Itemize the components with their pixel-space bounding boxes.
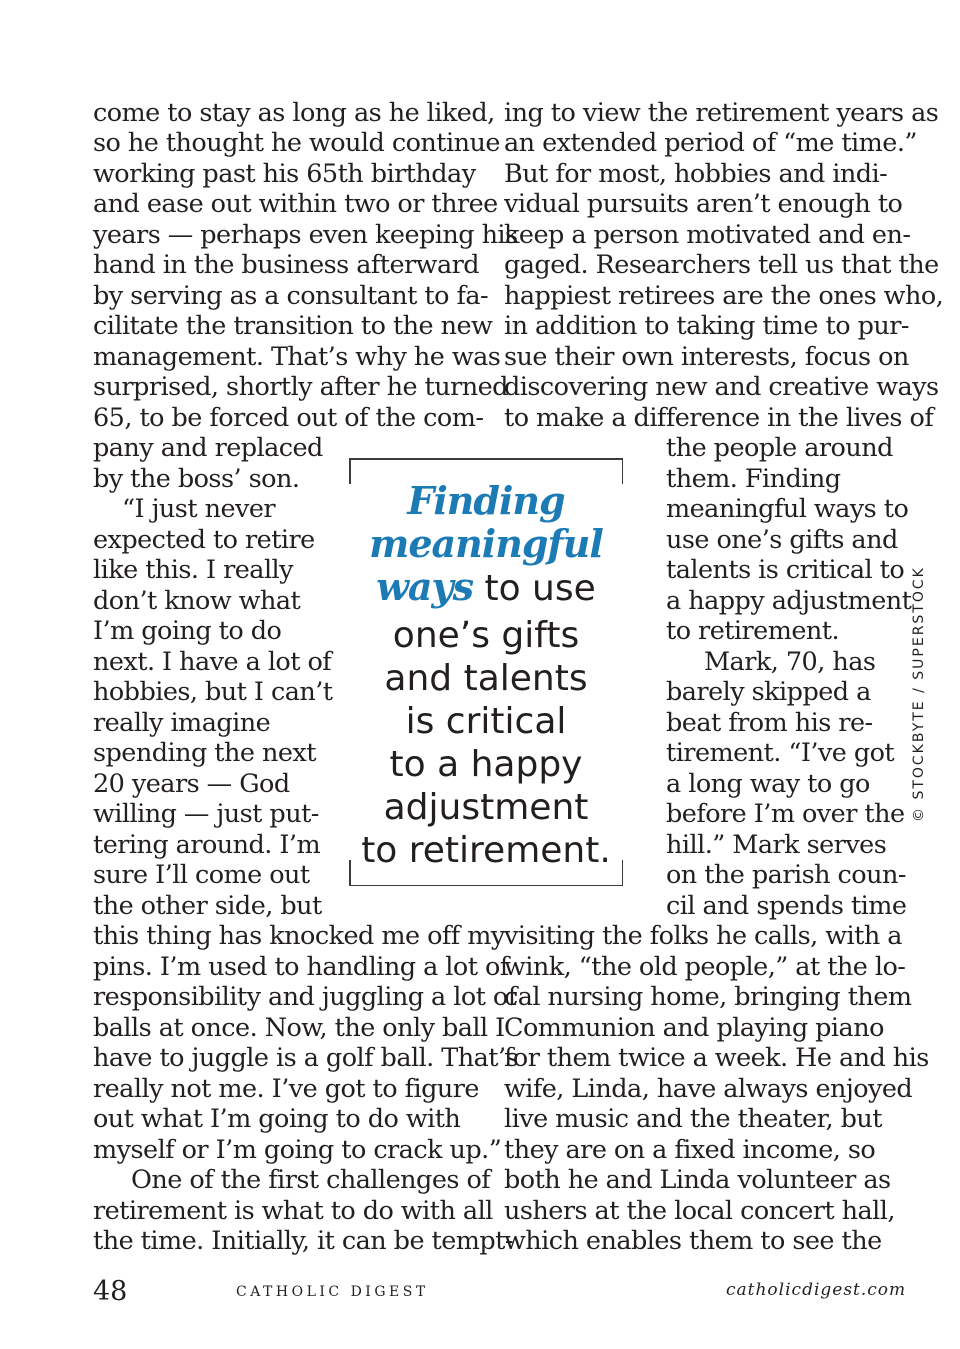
body-text-line: which enables them to see the: [504, 1226, 882, 1256]
body-text-line: balls at once. Now, the only ball I: [93, 1013, 505, 1043]
body-text-line: Communion and playing piano: [504, 1013, 884, 1043]
body-text-line: years — perhaps even keeping his: [93, 220, 518, 250]
body-text-line: spending the next: [93, 738, 316, 768]
pull-quote-emphasis: meaningful: [369, 521, 603, 566]
body-text-line: have to juggle is a golf ball. That’s: [93, 1043, 519, 1073]
frame-bottom-rule: [349, 885, 623, 887]
pull-quote-emphasis: Finding: [407, 478, 565, 523]
body-text-line: hand in the business afterward: [93, 250, 480, 280]
body-text-line: use one’s gifts and: [666, 525, 898, 555]
body-text-line: tering around. I’m: [93, 830, 321, 860]
body-text-line: to retirement.: [666, 616, 840, 646]
body-text-line: One of the first challenges of: [131, 1165, 491, 1195]
body-text-line: retirement is what to do with all: [93, 1196, 493, 1226]
body-text-line: really imagine: [93, 708, 271, 738]
body-text-line: cilitate the transition to the new: [93, 311, 493, 341]
body-text-line: happiest retirees are the ones who,: [504, 281, 944, 311]
pull-quote-line: to retirement.: [361, 830, 611, 871]
body-text-line: visiting the folks he calls, with a: [504, 921, 902, 951]
frame-top-rule: [349, 458, 623, 460]
body-text-line: the time. Initially, it can be tempt-: [93, 1226, 513, 1256]
body-text-line: cal nursing home, bringing them: [504, 982, 912, 1012]
body-text-line: an extended period of “me time.”: [504, 128, 917, 158]
page-number: 48: [93, 1276, 128, 1307]
body-text-line: sure I’ll come out: [93, 860, 310, 890]
body-text-line: really not me. I’ve got to figure: [93, 1074, 479, 1104]
body-text-line: I’m going to do: [93, 616, 282, 646]
website-url: catholicdigest.com: [726, 1280, 907, 1300]
body-text-line: like this. I really: [93, 555, 294, 585]
magazine-name: CATHOLIC DIGEST: [236, 1284, 429, 1300]
body-text-line: 65, to be forced out of the com-: [93, 403, 484, 433]
body-text-line: hobbies, but I can’t: [93, 677, 333, 707]
body-text-line: meaningful ways to: [666, 494, 909, 524]
pull-quote-line: is critical: [405, 701, 567, 742]
pull-quote-line: [349, 479, 623, 524]
body-text-line: on the parish coun-: [666, 860, 906, 890]
body-text-line: the people around: [666, 433, 893, 463]
body-text-line: myself or I’m going to crack up.”: [93, 1135, 502, 1165]
body-text-line: barely skipped a: [666, 677, 871, 707]
body-text-line: the other side, but: [93, 891, 322, 921]
body-text-line: keep a person motivated and en-: [504, 220, 911, 250]
body-text-line: responsibility and juggling a lot of: [93, 982, 517, 1012]
body-text-line: beat from his re-: [666, 708, 873, 738]
pull-quote-text: to use: [473, 568, 596, 609]
body-text-line: don’t know what: [93, 586, 301, 616]
body-text-line: working past his 65th birthday: [93, 159, 476, 189]
body-text-line: to make a difference in the lives of: [504, 403, 934, 433]
body-text-line: before I’m over the: [666, 799, 905, 829]
pull-quote-line: to a happy: [389, 744, 583, 785]
body-text-line: ushers at the local concert hall,: [504, 1196, 895, 1226]
body-text-line: expected to retire: [93, 525, 315, 555]
body-text-line: willing — just put-: [93, 799, 319, 829]
body-text-line: tirement. “I’ve got: [666, 738, 895, 768]
body-text-line: hill.” Mark serves: [666, 830, 887, 860]
pull-quote-line: adjustment: [383, 787, 589, 828]
body-text-line: live music and the theater, but: [504, 1104, 882, 1134]
body-text-line: Mark, 70, has: [704, 647, 876, 677]
body-text-line: discovering new and creative ways: [504, 372, 939, 402]
body-text-line: by the boss’ son.: [93, 464, 300, 494]
body-text-line: they are on a fixed income, so: [504, 1135, 876, 1165]
pull-quote-emphasis: ways: [376, 564, 474, 609]
body-text-line: by serving as a consultant to fa-: [93, 281, 489, 311]
body-text-line: pany and replaced: [93, 433, 323, 463]
body-text-line: in addition to taking time to pur-: [504, 311, 909, 341]
pull-quote-line: [349, 522, 623, 567]
body-text-line: and ease out within two or three: [93, 189, 498, 219]
photo-credit: © STOCKBYTE / SUPERSTOCK: [911, 566, 927, 822]
body-text-line: wife, Linda, have always enjoyed: [504, 1074, 913, 1104]
body-text-line: management. That’s why he was: [93, 342, 501, 372]
body-text-line: both he and Linda volunteer as: [504, 1165, 891, 1195]
body-text-line: so he thought he would continue: [93, 128, 500, 158]
pull-quote-line: [349, 565, 623, 610]
body-text-line: a long way to go: [666, 769, 870, 799]
body-text-line: talents is critical to: [666, 555, 905, 585]
body-text-line: But for most, hobbies and indi-: [504, 159, 888, 189]
body-text-line: a happy adjustment: [666, 586, 912, 616]
body-text-line: this thing has knocked me off my: [93, 921, 505, 951]
body-text-line: gaged. Researchers tell us that the: [504, 250, 939, 280]
body-text-line: 20 years — God: [93, 769, 290, 799]
body-text-line: ing to view the retirement years as: [504, 98, 939, 128]
body-text-line: cil and spends time: [666, 891, 907, 921]
body-text-line: sue their own interests, focus on: [504, 342, 909, 372]
body-text-line: pins. I’m used to handling a lot of: [93, 952, 509, 982]
body-text-line: “I just never: [122, 494, 276, 524]
pull-quote-line: and talents: [384, 658, 588, 699]
body-text-line: vidual pursuits aren’t enough to: [504, 189, 903, 219]
body-text-line: come to stay as long as he liked,: [93, 98, 495, 128]
pull-quote-line: one’s gifts: [392, 615, 580, 656]
body-text-line: out what I’m going to do with: [93, 1104, 461, 1134]
body-text-line: them. Finding: [666, 464, 841, 494]
body-text-line: for them twice a week. He and his: [504, 1043, 929, 1073]
body-text-line: wink, “the old people,” at the lo-: [504, 952, 906, 982]
body-text-line: surprised, shortly after he turned: [93, 372, 508, 402]
body-text-line: next. I have a lot of: [93, 647, 332, 677]
